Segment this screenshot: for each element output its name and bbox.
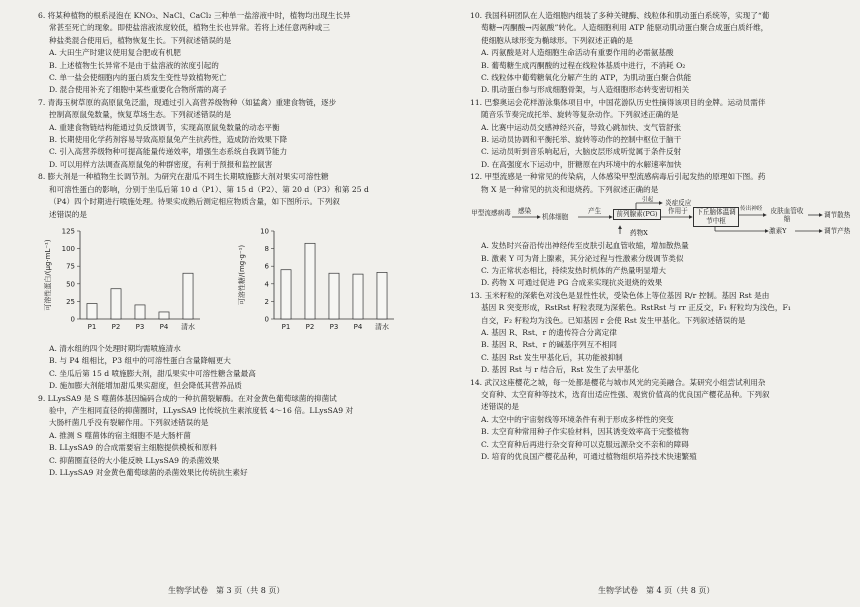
question-11-stem-line: 11. 巴黎奥运会花样游泳集体项目中，中国花游队历史性摘得该项目的金牌。运动员需伴 xyxy=(470,97,766,107)
flow-produce-label: 产生 xyxy=(588,207,602,216)
y-tick-label: 0 xyxy=(70,315,75,324)
x-tick-label: P3 xyxy=(135,322,145,331)
question-14-stem-line: 交育种、太空育种等技术，选育出适应性强、观赏价值高的优良国产樱花品种。下列叙 xyxy=(481,389,770,399)
y-tick-label: 4 xyxy=(264,280,269,289)
sugar-bar-chart xyxy=(234,223,404,341)
question-12 xyxy=(470,171,860,289)
question-13 xyxy=(470,290,860,377)
question-10-option-b: B. 葡萄糖生成丙酮酸的过程在线粒体基质中进行，不消耗 O₂ xyxy=(481,60,686,70)
question-9-option-c: C. 抑菌圈直径的大小能反映 LLysSA9 的杀菌效果 xyxy=(49,455,220,465)
question-9-option-d: D. LLysSA9 对金黄色葡萄球菌的杀菌效果比传统抗生素好 xyxy=(49,467,248,477)
y-tick-label: 25 xyxy=(66,297,75,306)
flow-pg: 前列腺素(PG) xyxy=(613,209,661,220)
question-6 xyxy=(38,10,428,97)
page-footer-left: 生物学试卷 第 3 页（共 8 页） xyxy=(168,586,285,595)
y-tick-label: 10 xyxy=(260,227,269,236)
question-14 xyxy=(470,377,860,464)
question-13-option-d: D. 基因 Rst 与 r 结合后，Rst 发生了去甲基化 xyxy=(481,365,639,375)
bar xyxy=(159,312,169,319)
question-10 xyxy=(470,10,860,97)
question-11-option-d: D. 在高强度水下运动中，肝糖原在内环境中的水解速率加快 xyxy=(481,159,682,169)
question-14-stem-line: 述错误的是 xyxy=(481,402,519,412)
question-6-stem-line: 种盐类混合使用后，植物恢复生长。下列叙述错误的是 xyxy=(49,35,232,45)
x-tick-label: P1 xyxy=(87,322,97,331)
question-6-option-d: D. 混合使用补充了细胞中某些重要化合物所需的离子 xyxy=(49,85,227,95)
y-axis-label: 可溶性蛋白/(μg·mL⁻¹) xyxy=(44,239,52,311)
question-12-stem-line: 物 X 是一种常见的抗炎和退烧药。下列叙述正确的是 xyxy=(481,184,659,194)
flow-induce-label: 引起 xyxy=(642,197,654,204)
flow-cell: 机体细胞 xyxy=(542,213,569,222)
bar xyxy=(281,270,291,319)
question-10-stem-line: 10. 我国科研团队在人造细胞内组装了多种关键酶、线粒体和肌动蛋白系统等，实现了“葡 xyxy=(470,11,770,20)
y-tick-label: 6 xyxy=(264,262,269,271)
page-footer-right: 生物学试卷 第 4 页（共 8 页） xyxy=(598,586,715,595)
question-6-option-c: C. 单一盐会使细胞内的蛋白质发生变性导致植物死亡 xyxy=(49,73,227,83)
flow-infect-label: 感染 xyxy=(518,207,532,216)
fever-flow-diagram xyxy=(470,198,860,238)
x-tick-label: 清水 xyxy=(375,322,389,331)
flow-inflammation: 炎症反应 xyxy=(665,199,692,208)
question-8-option-a: A. 清水组的四个处理时期均需喷施清水 xyxy=(49,343,181,353)
flow-drug: 药物X xyxy=(630,229,648,238)
question-8-stem-line: （P4）四个时期进行喷施处理。待果实成熟后测定相应物质含量，如下图所示。下列叙 xyxy=(49,197,340,207)
question-8-stem-line: 述错误的是 xyxy=(49,209,87,219)
question-7-option-a: A. 重建食物链结构能通过负反馈调节，实现高原鼠兔数量的动态平衡 xyxy=(49,122,280,132)
question-9 xyxy=(38,393,428,480)
y-tick-label: 125 xyxy=(61,227,75,236)
question-6-stem-line: 6. 将某种植物的根系浸泡在 KNO₃、NaCl、CaCl₂ 三种单一盐溶液中时，植物均出现生长异 xyxy=(38,11,351,20)
question-14-option-d: D. 培育的优良国产樱花品种，可通过植物组织培养技术快速繁殖 xyxy=(481,452,697,461)
question-7-option-c: C. 引入高营养级物种可提高能量传递效率，增强生态系统自我调节能力 xyxy=(49,147,288,157)
question-14-stem-line: 14. 武汉这座樱花之城，每一处都是樱花与城市风光的完美融合。某研究小组尝试利用杂 xyxy=(470,377,766,387)
x-tick-label: P4 xyxy=(353,322,363,331)
question-6-option-a: A. 大田生产时建议使用复合肥或有机肥 xyxy=(49,48,181,58)
question-11-option-a: A. 比赛中运动员交感神经兴奋，导致心跳加快、支气管舒张 xyxy=(481,122,682,132)
question-8-option-d: D. 施加膨大剂能增加甜瓜果实甜度，但会降低其营养品质 xyxy=(49,381,242,391)
x-tick-label: P3 xyxy=(329,322,339,331)
question-7 xyxy=(38,97,428,171)
question-7-stem-line: 7. 青海玉树草原的高原鼠兔泛滥，现通过引入高营养级物种（如猛禽）重建食物链，逐步 xyxy=(38,97,337,107)
question-10-option-c: C. 线粒体中葡萄糖氧化分解产生的 ATP，为肌动蛋白聚合供能 xyxy=(481,73,692,83)
y-axis-label: 可溶性糖/(mg·g⁻¹) xyxy=(238,244,246,306)
bar xyxy=(305,243,315,319)
question-10-option-d: D. 肌动蛋白参与形成细胞骨架，与人造细胞形态转变密切相关 xyxy=(481,85,690,95)
question-12-option-a: A. 发热时兴奋沿传出神经传至皮肤引起血管收缩，增加散热量 xyxy=(481,241,689,251)
question-10-stem-line: 萄糖→丙酮酸→丙氨酸”转化。人造细胞利用 ATP 能驱动肌动蛋白聚合成蛋白质纤维， xyxy=(481,23,769,33)
bar xyxy=(377,272,387,319)
question-8-option-b: B. 与 P4 组相比，P3 组中的可溶性蛋白含量降幅更大 xyxy=(49,356,231,366)
question-8-charts xyxy=(38,223,428,341)
flow-heat-gen: 调节产热 xyxy=(824,227,851,236)
x-tick-label: P2 xyxy=(111,322,121,331)
question-9-stem-line: 验中，产生相同直径的抑菌圈时，LLysSA9 比传统抗生素浓度低 4～16 倍。LLysSA9 对 xyxy=(49,405,354,415)
question-14-option-b: B. 太空育种常用种子作实验材料，因其诱变效率高于完整植物 xyxy=(481,427,689,437)
bar xyxy=(183,273,193,319)
bar xyxy=(353,274,363,319)
question-11-option-b: B. 运动员协调和平衡托举、旋转等动作的控制中枢位于脑干 xyxy=(481,135,682,145)
y-tick-label: 0 xyxy=(264,315,269,324)
question-10-stem-line: 使细胞从球形变为椭球形。下列叙述正确的是 xyxy=(481,35,633,45)
question-9-stem-line: 大肠杆菌几乎没有裂解作用。下列叙述错误的是 xyxy=(49,418,209,428)
x-tick-label: P1 xyxy=(281,322,291,331)
question-7-option-d: D. 可以用样方法调查高原鼠兔的种群密度，有利于预报和监控鼠害 xyxy=(49,159,273,169)
question-13-option-b: B. 基因 R、Rst、r 的碱基序列互不相同 xyxy=(481,340,617,350)
x-tick-label: P2 xyxy=(305,322,315,331)
question-8-stem-line: 8. 膨大剂是一种植物生长调节剂。为研究在甜瓜不同生长期喷施膨大剂对果实可溶性糖 xyxy=(38,172,329,182)
question-8-stem-line: 和可溶性蛋白的影响，分别于坐瓜后第 10 d（P1）、第 15 d（P2）、第 20 d（P3）和第 25 d xyxy=(49,184,369,194)
flow-hormone: 激素Y xyxy=(769,227,787,236)
question-13-stem-line: 自交，F₂ 籽粒均为浅色。已知基因 r 会使 Rst 发生甲基化。下列叙述错误的是 xyxy=(481,315,746,325)
question-6-stem-line: 常甚至死亡的现象。即使盐溶液浓度较低，植物生长也异常。若将上述任意两种或三 xyxy=(49,23,330,33)
flow-neuro-label: 传出神经 xyxy=(740,206,763,213)
bar xyxy=(111,289,121,319)
question-13-option-a: A. 基因 R、Rst、r 的遗传符合分离定律 xyxy=(481,327,617,337)
left-column xyxy=(38,10,428,479)
question-11-option-c: C. 运动员听到音乐响起后，大脑皮层形成听觉属于条件反射 xyxy=(481,147,682,157)
question-7-option-b: B. 长期使用化学药剂容易导致高原鼠兔产生抗药性，造成防治效果下降 xyxy=(49,135,288,145)
right-column xyxy=(470,10,860,463)
bar xyxy=(329,273,339,319)
question-7-stem-line: 控制高原鼠兔数量，恢复草场生态。下列叙述错误的是 xyxy=(49,110,232,120)
question-12-option-d: D. 药物 X 可通过促进 PG 合成来实现抗炎退烧的效果 xyxy=(481,278,663,288)
question-13-stem-line: 13. 玉米籽粒的深紫色对浅色是显性性状，受染色体上等位基因 R/r 控制。基因 Rst 是由 xyxy=(470,290,770,300)
question-11 xyxy=(470,97,860,171)
question-9-option-b: B. LLysSA9 的合成需要宿主细胞提供模板和原料 xyxy=(49,443,217,453)
y-tick-label: 75 xyxy=(66,262,75,271)
protein-bar-chart xyxy=(40,223,210,341)
flow-center: 下丘脑体温调节中枢 xyxy=(693,207,739,227)
question-9-stem-line: 9. LLysSA9 是 S 噬菌体基因编码合成的一种抗菌裂解酶。在对金黄色葡萄球菌的抑菌试 xyxy=(38,393,337,403)
flow-heat-loss: 调节散热 xyxy=(824,211,851,220)
question-14-option-a: A. 太空中的宇宙射线等环境条件有利于形成多样性的突变 xyxy=(481,414,674,424)
bar xyxy=(87,303,97,318)
question-8 xyxy=(38,171,428,392)
question-12-stem-line: 12. 甲型流感是一种常见的传染病，人体感染甲型流感病毒后引起发热的原理如下图。药 xyxy=(470,172,766,182)
question-6-option-b: B. 上述植物生长异常不是由于盐溶液的浓度引起的 xyxy=(49,60,219,70)
question-11-stem-line: 随音乐节奏完成托举、旋转等复杂动作。下列叙述正确的是 xyxy=(481,110,679,120)
bar xyxy=(135,305,145,319)
y-tick-label: 50 xyxy=(66,280,75,289)
question-12-option-b: B. 激素 Y 可为肾上腺素，其分泌过程与性激素分级调节类似 xyxy=(481,253,684,263)
flow-virus: 甲型流感病毒 xyxy=(471,209,511,218)
flow-act-label: 作用于 xyxy=(668,207,688,216)
question-9-option-a: A. 推测 S 噬菌体的宿主细胞不是大肠杆菌 xyxy=(49,430,191,440)
y-tick-label: 100 xyxy=(61,245,75,254)
y-tick-label: 8 xyxy=(264,245,269,254)
question-13-stem-line: 基因 R 突变形成，RstRst 籽粒表现为深紫色。RstRst 与 rr 正反交，F₁ 籽粒均为浅色，F₁ xyxy=(481,303,791,313)
x-tick-label: P4 xyxy=(159,322,169,331)
question-10-option-a: A. 丙氨酸是对人造细胞生命活动有重要作用的必需氨基酸 xyxy=(481,48,674,58)
question-8-option-c: C. 坐瓜后第 15 d 喷施膨大剂，甜瓜果实中可溶性糖含量最高 xyxy=(49,368,256,378)
question-13-option-c: C. 基因 Rst 发生甲基化后，其功能被抑制 xyxy=(481,352,623,362)
question-12-option-c: C. 为正常状态相比，持续发热时机体的产热量明显增大 xyxy=(481,265,667,275)
question-14-option-c: C. 太空育种后再进行杂交育种可以克服远源杂交不亲和的障碍 xyxy=(481,439,689,449)
y-tick-label: 2 xyxy=(264,297,269,306)
flow-vessel: 皮肤血管收缩 xyxy=(770,207,804,224)
x-tick-label: 清水 xyxy=(181,322,195,331)
